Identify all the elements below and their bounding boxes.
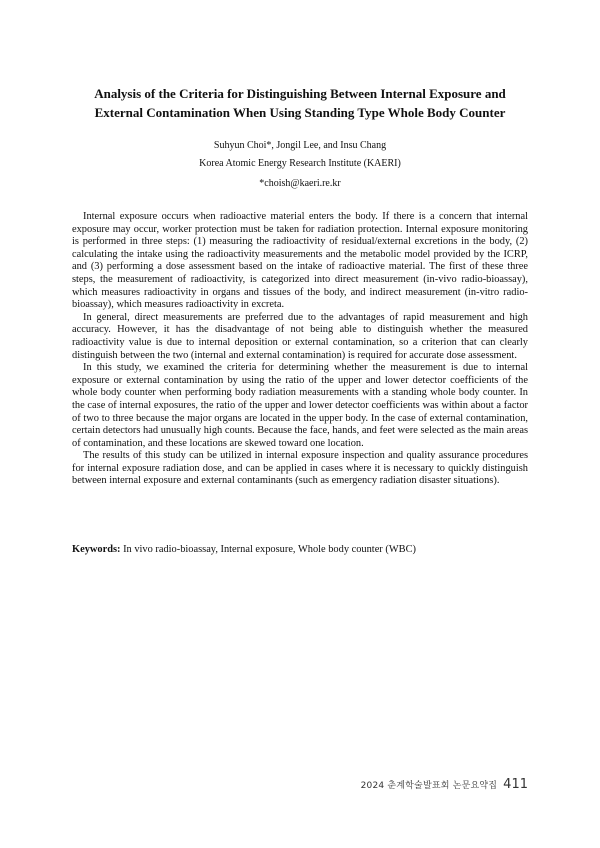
abstract-paragraph-1: Internal exposure occurs when radioactive material enters the body. If there is a concern that internal exposure may occur, worker protection must be taken for radiation protection. Internal exposure monitoring is performed in three steps: (1) measuring the radioactivity of residual/external excretions in the body, (2) calculating the intake using the radioactivity measurements and the metabolic model provided by the ICRP, and (3) performing a dose assessment based on the intake of radioactive material. The first of these three steps, the measurement of radioactivity, is categorized into direct measurement (in-vivo radio-bioassay), which measures radioactivity in organs and tissues of the body, and indirect measurement (in-vitro radio-bioassay), which measures radioactivity in excreta. (72, 211, 528, 311)
page-footer (361, 777, 528, 792)
title-line-2: External Contamination When Using Standing Type Whole Body Counter (94, 105, 506, 120)
abstract-paragraph-2: In general, direct measurements are preferred due to the advantages of rapid measurement and high accuracy. However, it has the disadvantage of not being able to distinguish whether the measured radioactivity value is due to internal deposition or external contamination, so a criterion that can clearly distinguish between the two (internal and external contamination) is required for accurate dose assessment. (72, 311, 528, 361)
abstract-body (72, 211, 528, 488)
keywords-text: In vivo radio-bioassay, Internal exposure, Whole body counter (WBC) (120, 544, 416, 555)
page-number: 411 (503, 777, 528, 792)
journal-name: 2024 춘계학술발표회 논문요약집 (360, 781, 498, 791)
paper-title (60, 84, 540, 122)
affiliation: Korea Atomic Energy Research Institute (KAERI) (199, 158, 401, 169)
author-list: Suhyun Choi*, Jongil Lee, and Insu Chang (213, 140, 387, 151)
corresponding-email: *choish@kaeri.re.kr (259, 178, 341, 189)
abstract-paragraph-4: The results of this study can be utilized in internal exposure inspection and quality assurance procedures for internal exposure radiation dose, and can be applied in cases where it is necessary to quickly distinguish between internal exposure and external contaminants (such as emergency radiation disaster situations). (72, 450, 528, 487)
keywords-label: Keywords: (72, 544, 121, 555)
title-line-1: Analysis of the Criteria for Distinguishing Between Internal Exposure and (94, 86, 506, 101)
abstract-paragraph-3: In this study, we examined the criteria for determining whether the measurement is due to internal exposure or external contamination by using the ratio of the upper and lower detector coefficients of the whole body counter when performing body radiation measurements with a standing whole body counter. In the case of internal exposures, the ratio of the upper and lower detector coefficients was within about a factor of two to three because the major organs are located in the upper body. In the case of external contamination, certain detectors had unusually high counts. Because the face, hands, and feet were selected as the main areas of contamination, and these locations are skewed toward one location. (72, 362, 528, 449)
keywords-line (72, 544, 528, 557)
